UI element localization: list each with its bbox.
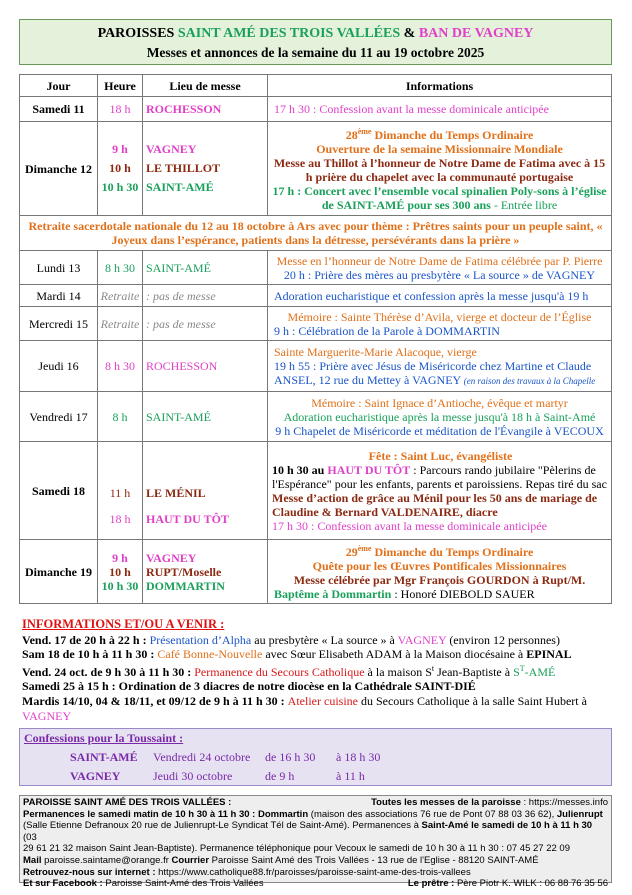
list-item: SAINT-AMÉ Vendredi 24 octobre de 16 h 30 à 18 h 30 (70, 750, 381, 764)
table-row: Samedi 18 11 h 18 h LE MÉNIL HAUT DU TÔT Fête : Saint Luc, évangéliste 10 h 30 au HAUT DU TÔT : Parcours rando jubilaire "Pèlerins de l'Espérance" pour les enfants, parents et paroissiens. Repas tiré du sac Messe d’action de grâce au Ménil pour les 50 ans de mariage de Claudine & Bernard VALDENAIRE, diacre 17 h 30 : Confession avant la messe dominicale anticipée (20, 442, 612, 540)
table-row: Mercredi 15 Retraite : pas de messe Mémoire : Sainte Thérèse d’Avila, vierge et docteur de l’Église 9 h : Célébration de la Parole à DOMMARTIN (20, 307, 612, 341)
messes-link[interactable]: : https://messes.info (520, 797, 608, 808)
website-link[interactable]: https://www.catholique88.fr/paroisses/paroisse-saint-ame-des-trois-vallees (155, 866, 471, 878)
table-row: Dimanche 19 9 h 10 h 10 h 30 VAGNEY RUPT/Moselle DOMMARTIN 29ème Dimanche du Temps Ordinaire Quête pour les Œuvres Pontificales Missionnaires Messe célébrée par Mgr François GOURDON à Rupt/M. Baptême à Dommartin : Honoré DIEBOLD SAUER (20, 540, 612, 604)
table-row: Jeudi 16 8 h 30 ROCHESSON Sainte Marguerite-Marie Alacoque, vierge 19 h 55 : Prière avec Jésus de Miséricorde chez Martine et Claude ANSEL, 12 rue du Mettey à VAGNEY (en raison des travaux à la Chapelle (20, 341, 612, 392)
table-header-row (20, 75, 612, 97)
announcements-title: INFORMATIONS ET/OU A VENIR : (22, 617, 225, 631)
list-item: VAGNEY Jeudi 30 octobre de 9 h à 11 h (70, 769, 365, 783)
announcement-line: Mardis 14/10, 04 & 18/11, et 09/12 de 9 h à 11 h 30 : Atelier cuisine du Secours Catholique à la salle Saint Hubert à VAGNEY (22, 693, 587, 723)
table-row: Vendredi 17 8 h SAINT-AMÉ Mémoire : Saint Ignace d’Antioche, évêque et martyr Adoration eucharistique après la messe jusqu'à 18 h à Saint-Amé 9 h Chapelet de Miséricorde et méditation de l'Évangile à VECOUX (20, 392, 612, 442)
col-header-lieu: Lieu de messe (143, 75, 268, 97)
email-link[interactable]: paroisse.saintame@orange.fr (41, 854, 172, 866)
page-header (19, 19, 612, 65)
facebook-link[interactable]: Paroisse Saint-Amé des Trois Vallées (102, 878, 264, 890)
announcements (22, 617, 617, 723)
table-row: Mardi 14 Retraite : pas de messe Adoration eucharistique et confession après la messe jusqu'à 19 h (20, 285, 612, 307)
toussaint-title: Confessions pour la Toussaint : (24, 731, 184, 745)
header-subtitle: Messes et annonces de la semaine du 11 au 19 octobre 2025 (146, 45, 485, 60)
table-row: Samedi 11 18 h ROCHESSON 17 h 30 : Confession avant la messe dominicale anticipée (20, 97, 612, 122)
announcement-line: Vend. 17 de 20 h à 22 h : Présentation d’Alpha au presbytère « La source » à VAGNEY (environ 12 personnes) (22, 632, 560, 647)
parish-footer: PAROISSE SAINT AMÉ DES TROIS VALLÉES : Toutes les messes de la paroisse : https://messes.info Permanences le samedi matin de 10 h 30 à 11 h 30 : Dommartin (maison des associations 76 rue de Pont 07 88 03 36 62), Julienrupt (Salle Etienne Defranoux 20 rue de Julienrupt-Le Syndicat Tél de Saint-Amé). Permanences à Saint-Amé le samedi de 10 h à 11 h 30 (03 29 61 21 32 maison Saint Jean-Baptiste). Permanence téléphonique pour Vecoux le samedi de 10 h 30 à 11 h 30 : 07 45 27 22 09 Mail paroisse.saintame@orange.fr Courrier Paroisse Saint Amé des Trois Vallées - 13 rue de l'Eglise - 88120 SAINT-AMÉ Retrouvez-nous sur internet : https://www.catholique88.fr/paroisses/paroisse-saint-ame-des-trois-vallees Et sur Facebook : Paroisse Saint-Amé des Trois Vallées Le prêtre : Père Piotr K. WILK : 06 88 76 35 56 (19, 795, 612, 883)
schedule-table (19, 74, 612, 604)
announcement-line: Vend. 24 oct. de 9 h 30 à 11 h 30 : Permanence du Secours Catholique à la maison $S^t$ Jean-Baptiste à $S^T$-AMÉ (22, 663, 556, 679)
table-row: Lundi 13 8 h 30 SAINT-AMÉ Messe en l’honneur de Notre Dame de Fatima célébrée par P. Pierre 20 h : Prière des mères au presbytère « La source » de VAGNEY (20, 251, 612, 285)
announcement-line: Sam 18 de 10 h à 11 h 30 : Café Bonne-Nouvelle avec Sœur Elisabeth ADAM à la Maison diocésaine à EPINAL (22, 647, 572, 662)
table-row (20, 216, 612, 251)
col-header-heure: Heure (98, 75, 143, 97)
toussaint-confessions (19, 728, 612, 786)
table-row: Dimanche 12 9 h 10 h 10 h 30 VAGNEY LE THILLOT SAINT-AMÉ 28ème Dimanche du Temps Ordinaire Ouverture de la semaine Missionnaire Mondiale Messe au Thillot à l’honneur de Notre Dame de Fatima avec à 15 h prière du chapelet avec la communauté portugaise 17 h : Concert avec l’ensemble vocal spinalien Poly-sons à l’église de SAINT-AMÉ pour ses 300 ans - Entrée libre (20, 122, 612, 216)
col-header-jour: Jour (20, 75, 98, 97)
retreat-notice: Retraite sacerdotale nationale du 12 au 18 octobre à Ars avec pour thème : Prêtres saints pour un peuple saint, « Joyeux dans l’espérance, patients dans la détresse, persévérants dans la prière » (20, 216, 612, 251)
header-title: PAROISSES SAINT AMÉ DES TROIS VALLÉES & BAN DE VAGNEY (97, 26, 534, 41)
announcement-line: Samedi 25 à 15 h : Ordination de 3 diacres de notre diocèse en la Cathédrale SAINT-DIÉ (22, 679, 476, 694)
col-header-info: Informations (268, 75, 612, 97)
